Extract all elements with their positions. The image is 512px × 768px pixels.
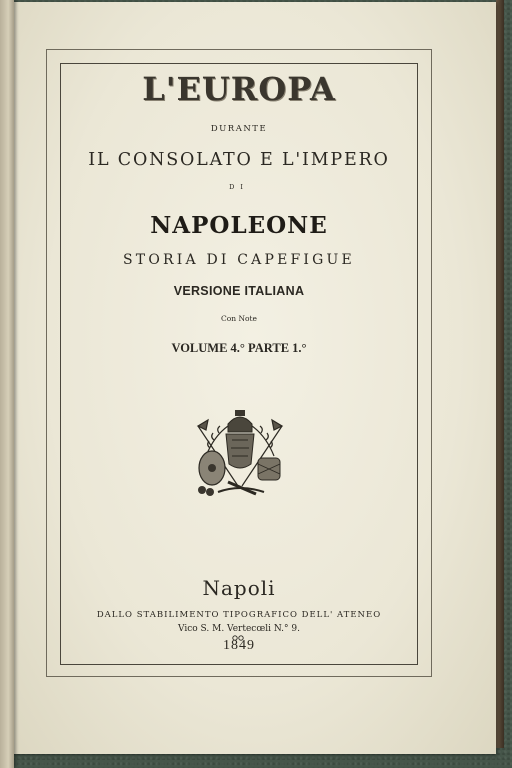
subtitle-consolato: IL CONSOLATO E L'IMPERO	[88, 150, 390, 170]
imprint-city: Napoli	[202, 576, 276, 600]
book-spine	[0, 0, 14, 768]
volume-line: VOLUME 4.° PARTE 1.°	[171, 341, 307, 355]
book-edge	[496, 0, 504, 748]
book-title: L'EUROPA	[142, 70, 336, 108]
author-line: STORIA DI CAPEFIGUE	[123, 252, 355, 268]
imprint-year: 1849	[223, 638, 255, 653]
imprint-printer: DALLO STABILIMENTO TIPOGRAFICO DELL' ATENEO	[96, 610, 382, 620]
subtitle-di: DI	[229, 183, 249, 191]
subtitle-durante: DURANTE	[210, 124, 268, 134]
notes-line: Con Note	[221, 314, 257, 323]
military-trophy-vignette-icon	[188, 406, 292, 500]
subject-heading: NAPOLEONE	[150, 212, 328, 239]
imprint-address: Vico S. M. Vertecœli N.° 9.	[178, 624, 300, 634]
version-line: VERSIONE ITALIANA	[173, 284, 305, 298]
